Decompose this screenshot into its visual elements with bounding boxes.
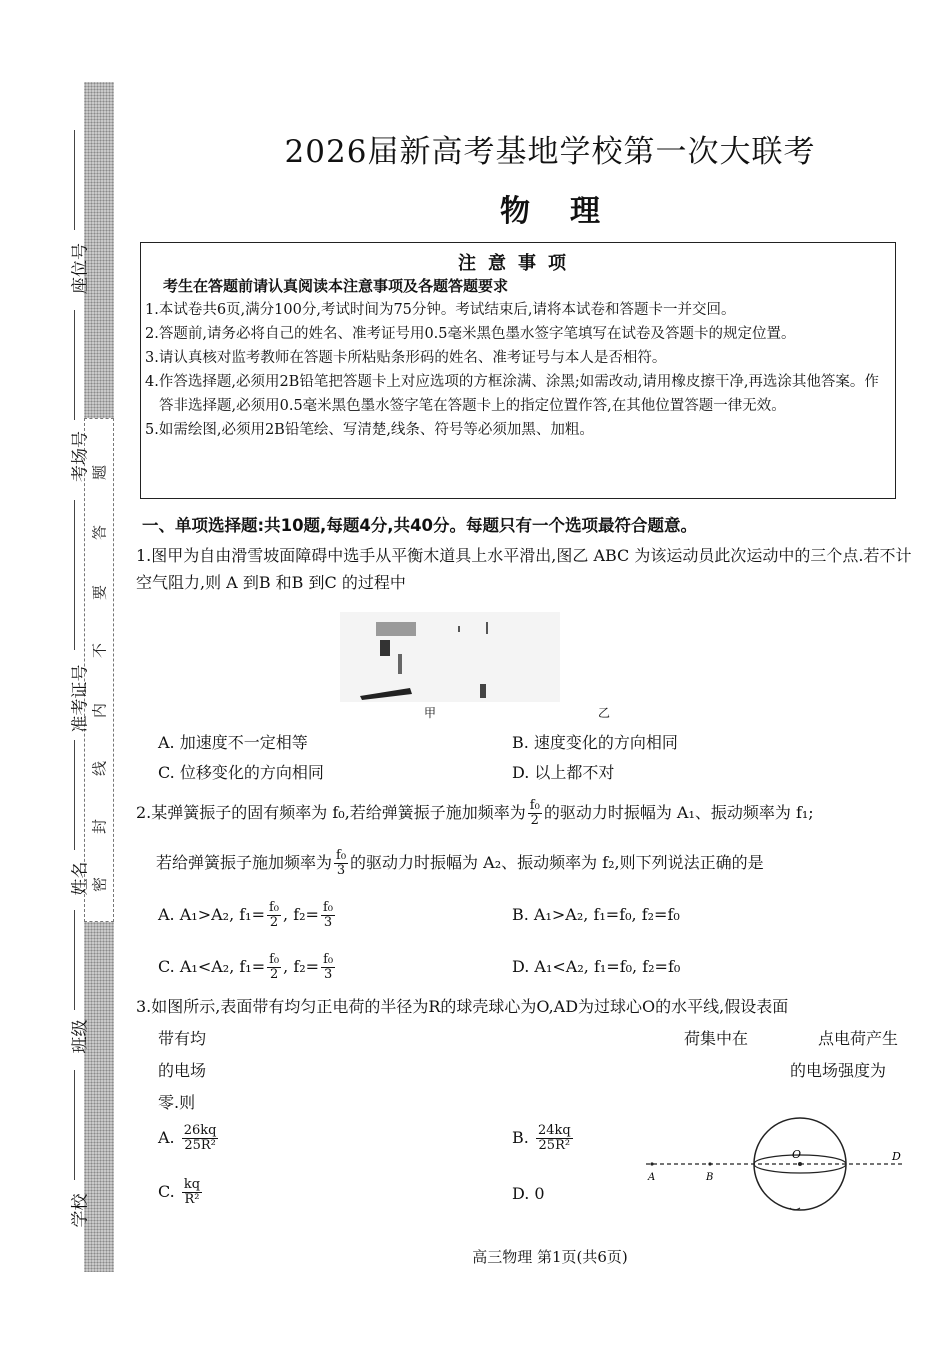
fraction	[267, 953, 281, 982]
figure-b-label: 乙	[598, 706, 611, 720]
fraction-numerator: kq	[183, 1177, 201, 1192]
fraction	[536, 1124, 573, 1153]
admission-number-label: 准考证号	[70, 664, 91, 733]
q2-text: 的驱动力时振幅为 A₂、振动频率为 f₂,则下列说法正确的是	[350, 853, 764, 872]
field-line	[74, 130, 75, 230]
fraction-denominator: 2	[530, 813, 539, 828]
fraction-numerator: f₀	[323, 952, 334, 967]
q3-option-a: A. $\frac{26kq}{\text{25R²}}$	[158, 1123, 217, 1153]
center-point	[798, 1162, 802, 1166]
fraction-denominator: 2	[269, 967, 279, 982]
fraction	[321, 953, 335, 982]
seal-char: 线	[90, 761, 109, 777]
q1-option-d: D. 以上都不对	[512, 763, 615, 782]
fraction	[182, 1124, 219, 1153]
fraction-numerator: f₀	[529, 798, 540, 813]
fraction-numerator: f₀	[268, 900, 280, 915]
q3-sphere-figure	[640, 1112, 910, 1222]
q3-line4: 零.则	[158, 1093, 196, 1112]
seal-char: 密	[90, 877, 109, 893]
q1-figure	[340, 612, 560, 702]
fraction-denominator: 25R²	[538, 1138, 571, 1153]
fraction	[528, 799, 542, 828]
q3-option-b: B. $\frac{24kq}{\text{25R²}}$	[512, 1123, 571, 1153]
q2-line2	[156, 846, 764, 880]
point-a	[650, 1162, 653, 1165]
q2-option-b: B. A₁>A₂, f₁=f₀, f₂=f₀	[512, 905, 680, 924]
page-footer: 高三物理 第1页(共6页)	[472, 1248, 628, 1266]
seal-char: 题	[90, 465, 109, 481]
fraction-denominator: 3	[323, 915, 333, 930]
q3-line3-a: 的电场	[158, 1061, 207, 1080]
option-text: , f₂=	[283, 905, 319, 924]
class-label: 班级	[70, 1019, 91, 1054]
skier-photo	[376, 622, 416, 636]
figure-mark	[458, 626, 460, 632]
field-line	[74, 310, 75, 420]
fraction-numerator: 26kq	[183, 1123, 217, 1138]
notice-item: 3.请认真核对监考教师在答题卡所粘贴条形码的姓名、准考证号与本人是否相符。	[145, 350, 667, 366]
name-label: 姓名	[70, 861, 91, 896]
option-text: A. A₁>A₂, f₁=	[158, 905, 265, 924]
q2-option-c	[158, 950, 337, 984]
q3-option-d: D. 0	[512, 1184, 545, 1203]
field-line	[74, 1070, 75, 1180]
notice-title: 注意事项	[458, 253, 578, 274]
q1-option-a: A. 加速度不一定相等	[158, 733, 308, 752]
figure-mark	[486, 622, 488, 634]
seal-char: 要	[90, 585, 109, 601]
notice-item: 1.本试卷共6页,满分100分,考试时间为75分钟。考试结束后,请将本试卷和答题卡一并交回。	[145, 302, 736, 318]
exam-title: 2026届新高考基地学校第一次大联考	[284, 134, 816, 170]
field-line	[74, 910, 75, 1010]
subject-title: 物理	[500, 194, 640, 229]
notice-item: 2.答题前,请务必将自己的姓名、准考证号用0.5毫米黑色墨水签字笔填写在试卷及答题卡的规定位置。	[145, 326, 796, 342]
q3-line2-c: 点电荷产生	[818, 1029, 899, 1048]
q3-line2-a: 带有均	[158, 1029, 207, 1048]
exam-room-label: 考场号	[70, 431, 91, 482]
school-label: 学校	[70, 1193, 91, 1228]
fraction-numerator: f₀	[336, 848, 347, 863]
fraction-denominator: 3	[323, 967, 333, 982]
option-text: C. A₁<A₂, f₁=	[158, 957, 266, 976]
skier-photo	[398, 654, 402, 674]
q1-option-b: B. 速度变化的方向相同	[512, 733, 678, 752]
q2-line1	[136, 796, 814, 830]
skier-photo	[480, 684, 486, 698]
fraction	[267, 901, 281, 930]
point-b	[708, 1162, 711, 1165]
fraction	[321, 901, 335, 930]
q2-text: 2.某弹簧振子的固有频率为 f₀,若给弹簧振子施加频率为	[136, 803, 526, 822]
label-b: B	[706, 1172, 714, 1183]
seat-number-label: 座位号	[70, 243, 91, 294]
q3-line2-b: 荷集中在	[684, 1029, 749, 1048]
fraction-denominator: 3	[336, 863, 346, 878]
q3-line1: 3.如图所示,表面带有均匀正电荷的半径为R的球壳球心为O,AD为过球心O的水平线,假设表面	[136, 997, 789, 1016]
field-line	[74, 500, 75, 650]
fraction-denominator: 25R²	[184, 1138, 216, 1153]
fraction	[334, 849, 348, 878]
notice-box	[140, 242, 896, 499]
label-d: D	[892, 1150, 901, 1163]
q2-text: 若给弹簧振子施加频率为	[156, 853, 333, 872]
section-heading: 一、单项选择题:共10题,每题4分,共40分。每题只有一个选项最符合题意。	[142, 516, 698, 535]
fraction-numerator: f₀	[322, 900, 333, 915]
q1-stem: 1.图甲为自由滑雪坡面障碍中选手从平衡木道具上水平滑出,图乙 ABC 为该运动员此次运动中的三个点.若不计空气阻力,则 A 到B 和B 到C 的过程中	[136, 546, 912, 592]
q3-option-c: C. $\frac{kq}{\text{R²}}$	[158, 1177, 201, 1207]
q3-line3-b: 的电场强度为	[790, 1061, 887, 1080]
option-text: , f₂=	[283, 957, 320, 976]
seal-char: 答	[90, 525, 109, 541]
seal-char: 内	[90, 703, 109, 719]
skier-photo	[380, 640, 390, 656]
q1-option-c: C. 位移变化的方向相同	[158, 763, 324, 782]
fraction-numerator: 24kq	[537, 1123, 571, 1138]
figure-a-label: 甲	[424, 706, 437, 720]
label-o: O	[792, 1148, 802, 1161]
q2-option-a	[158, 898, 337, 932]
notice-item: 4.作答选择题,必须用2B铅笔把答题卡上对应选项的方框涂满、涂黑;如需改动,请用橡皮擦干净,再选涂其他答案。作答非选择题,必须用0.5毫米黑色墨水签字笔在答题卡上的指定位置作答,在其他位置答题一律无效。	[145, 374, 879, 414]
notice-item: 5.如需绘图,必须用2B铅笔绘、写清楚,线条、符号等必须加黑、加粗。	[145, 422, 594, 438]
seal-char: 封	[90, 819, 109, 835]
label-a: A	[648, 1172, 656, 1183]
notice-lead: 考生在答题前请认真阅读本注意事项及各题答题要求	[163, 277, 509, 295]
q2-option-d: D. A₁<A₂, f₁=f₀, f₂=f₀	[512, 957, 681, 976]
seal-char: 不	[90, 643, 109, 659]
figure-background	[340, 612, 560, 702]
fraction-denominator: 2	[269, 915, 279, 930]
fraction-denominator: R²	[184, 1192, 200, 1207]
fraction-numerator: f₀	[269, 952, 280, 967]
q2-text: 的驱动力时振幅为 A₁、振动频率为 f₁;	[543, 803, 814, 822]
fraction	[182, 1178, 202, 1207]
field-line	[74, 740, 75, 850]
